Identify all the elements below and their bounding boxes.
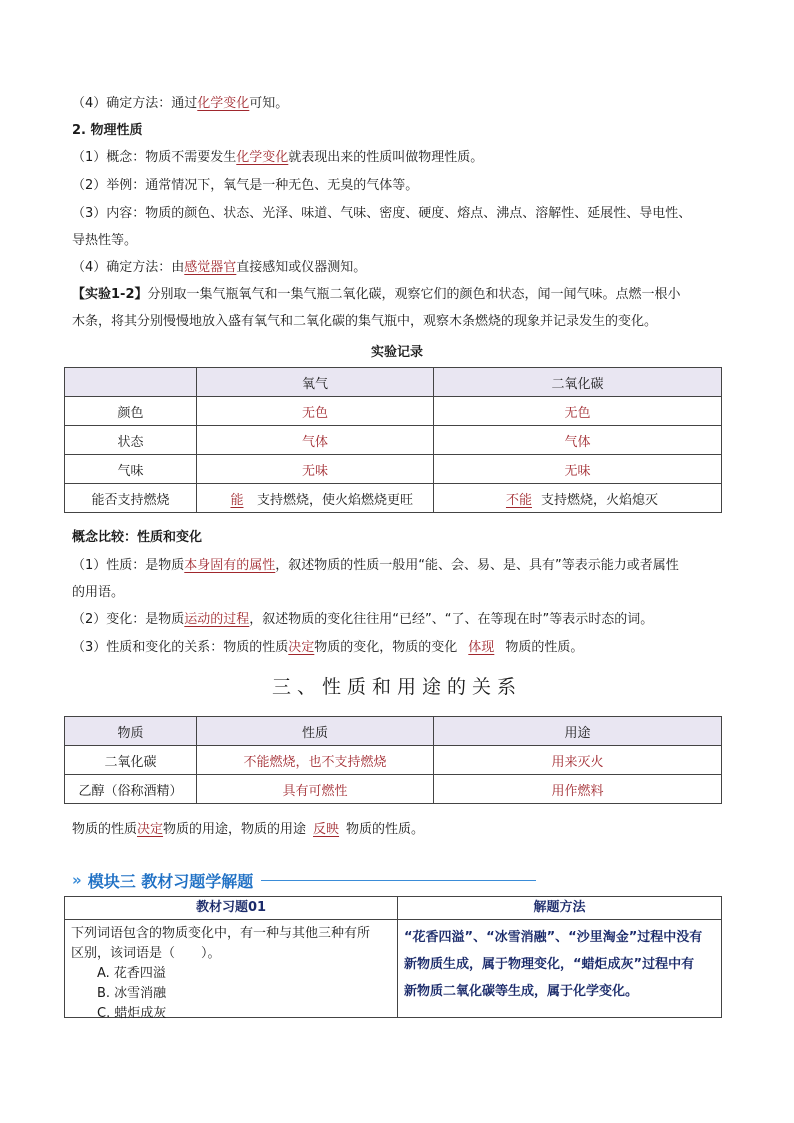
row-label: 气味 (65, 455, 197, 484)
fill-blank: 不能 (505, 492, 532, 508)
row-label: 能否支持燃烧 (65, 484, 197, 513)
question-header: 教材习题01 (65, 897, 397, 920)
header-cell: 物质 (65, 717, 197, 746)
answer-cell: 无味 (434, 455, 722, 484)
content-line: （3）内容：物质的颜色、状态、光泽、味道、气味、密度、硬度、熔点、沸点、溶解性、延展性、导电性、 (72, 206, 692, 221)
content-line-cont: 导热性等。 (72, 233, 138, 248)
heading-rule (261, 880, 536, 881)
exercise-method-panel (398, 897, 721, 1017)
method-text: 新物质生成，属于物理变化，“蜡炬成灰”过程中有 (404, 957, 695, 972)
table-header-row (65, 717, 722, 746)
text-mid: 物质的用途，物质的用途 (163, 822, 307, 837)
text-suffix: ，叙述物质的变化往往用“已经”、“了、在等现在时”等表示时态的词。 (249, 612, 654, 627)
fill-blank: 能 (230, 492, 244, 508)
fill-blank: 反映 (313, 822, 340, 837)
table-row (65, 426, 722, 455)
substance-cell: 乙醇（俗称酒精） (65, 775, 197, 804)
fill-blank: 感觉器官 (184, 260, 237, 275)
answer-cell: 气体 (434, 426, 722, 455)
text-mid: 物质的变化，物质的变化 (314, 640, 458, 655)
double-chevron-icon: » (72, 871, 82, 889)
substance-cell: 二氧化碳 (65, 746, 197, 775)
module-heading (72, 868, 536, 892)
header-cell: 二氧化碳 (434, 368, 722, 397)
fill-blank: 决定 (288, 640, 315, 655)
option-item: A. 花香四溢 (97, 966, 166, 981)
option-item: B. 冰雪消融 (97, 986, 167, 1001)
answer-cell: 气体 (197, 426, 434, 455)
row-label: 状态 (65, 426, 197, 455)
method-header: 解题方法 (398, 897, 721, 920)
property-cell: 具有可燃性 (197, 775, 434, 804)
text-prefix: （3）性质和变化的关系：物质的性质 (72, 640, 289, 655)
heading-physical-properties: 2. 物理性质 (72, 123, 143, 138)
example-line: （2）举例：通常情况下，氧气是一种无色、无臭的气体等。 (72, 178, 419, 193)
method-line-chemical (72, 94, 722, 114)
table-row (65, 775, 722, 804)
text-suffix: ，叙述物质的性质一般用“能、会、易、是、具有”等表示能力或者属性 (275, 558, 679, 573)
experiment-text: 分别取一集气瓶氧气和一集气瓶二氧化碳，观察它们的颜色和状态，闻一闻气味。点燃一根小 (147, 287, 681, 302)
table-row (65, 484, 722, 513)
cell-text: 支持燃烧，使火焰燃烧更旺 (256, 492, 413, 508)
answer-cell: 无色 (197, 397, 434, 426)
header-cell (65, 368, 197, 397)
use-cell: 用来灭火 (434, 746, 722, 775)
fill-blank: 化学变化 (197, 96, 250, 111)
text-suffix: 物质的性质。 (505, 640, 584, 655)
text-prefix: 物质的性质 (72, 822, 138, 837)
experiment-line-cont: 木条，将其分别慢慢地放入盛有氧气和二氧化碳的集气瓶中，观察木条燃烧的现象并记录发生的变化。 (72, 314, 658, 329)
text-prefix: （2）变化：是物质 (72, 612, 185, 627)
header-cell: 氧气 (197, 368, 434, 397)
option-item: C. 蜡炬成灰 (97, 1006, 167, 1021)
table-row (65, 455, 722, 484)
fill-blank: 决定 (137, 822, 164, 837)
text-prefix: （4）确定方法：由 (72, 260, 185, 275)
concept-change (72, 610, 722, 630)
concept-relation (72, 638, 722, 658)
method-text: 新物质二氧化碳等生成，属于化学变化。 (404, 984, 639, 999)
text-suffix: 物质的性质。 (346, 822, 425, 837)
answer-cell (197, 484, 434, 513)
answer-cell (434, 484, 722, 513)
fill-blank: 本身固有的属性 (184, 558, 276, 573)
header-cell: 用途 (434, 717, 722, 746)
table-row (65, 397, 722, 426)
concept-line (72, 148, 722, 168)
concept-property (72, 556, 722, 576)
table-header-row (65, 368, 722, 397)
fill-blank: 运动的过程 (184, 612, 250, 627)
answer-cell: 无味 (197, 455, 434, 484)
row-label: 颜色 (65, 397, 197, 426)
method-text: “花香四溢”、“冰雪消融”、“沙里淘金”过程中没有 (404, 930, 703, 945)
question-body (65, 920, 397, 1028)
concept-property-cont: 的用语。 (72, 585, 125, 600)
summary-line (72, 820, 722, 840)
text-suffix: 可知。 (249, 96, 289, 111)
method-body (398, 920, 721, 1009)
method-line-senses (72, 258, 722, 278)
exercise-box (64, 896, 722, 1021)
table-caption: 实验记录 (370, 345, 423, 360)
text-suffix: 直接感知或仪器测知。 (236, 260, 367, 275)
text-prefix: （1）概念：物质不需要发生 (72, 150, 237, 165)
property-cell: 不能燃烧，也不支持燃烧 (197, 746, 434, 775)
table-row (65, 746, 722, 775)
exercise-question-panel (65, 897, 398, 1021)
cell-text: 支持燃烧，火焰熄灭 (540, 492, 658, 508)
header-cell: 性质 (197, 717, 434, 746)
use-cell: 用作燃料 (434, 775, 722, 804)
property-use-table (64, 716, 722, 804)
text-suffix: 就表现出来的性质叫做物理性质。 (288, 150, 484, 165)
text-prefix: （4）确定方法：通过 (72, 96, 198, 111)
fill-blank: 体现 (468, 640, 495, 655)
module-title: 模块三 教材习题学解题 (87, 871, 254, 891)
answer-cell: 无色 (434, 397, 722, 426)
question-text: 区别，该词语是（ ）。 (71, 946, 221, 961)
experiment-label: 【实验1-2】 (72, 287, 148, 302)
concept-title: 概念比较：性质和变化 (72, 530, 203, 545)
experiment-line (72, 285, 722, 305)
experiment-table (64, 367, 722, 513)
text-prefix: （1）性质：是物质 (72, 558, 185, 573)
fill-blank: 化学变化 (236, 150, 289, 165)
section-title: 三、性质和用途的关系 (271, 676, 522, 698)
question-text: 下列词语包含的物质变化中，有一种与其他三种有所 (71, 926, 371, 941)
